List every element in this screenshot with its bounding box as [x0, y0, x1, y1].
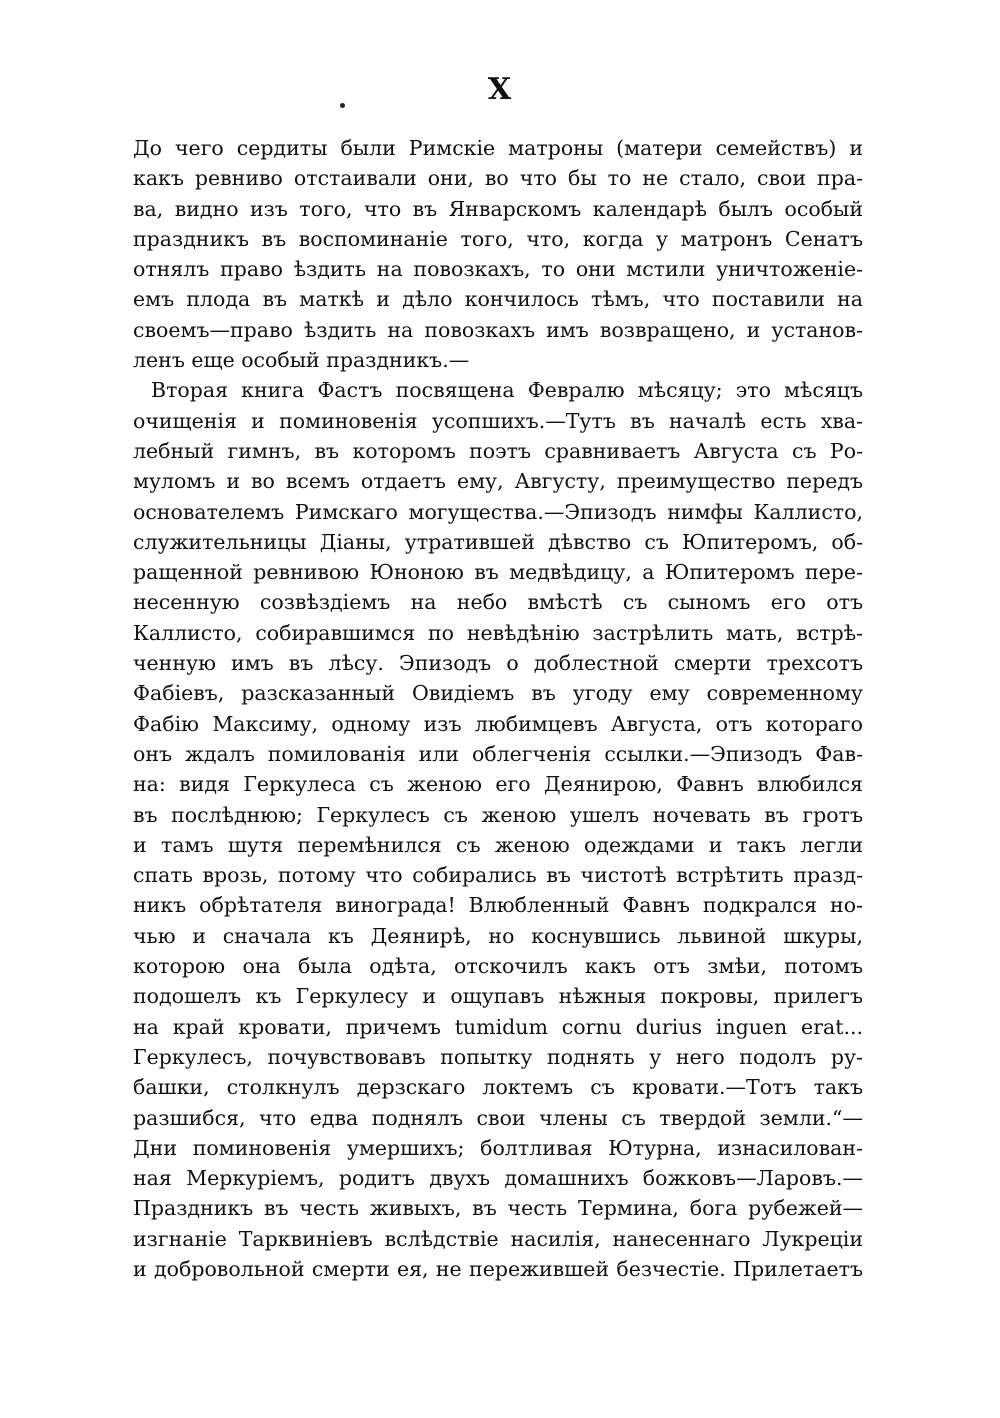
text-line: и добровольной смерти ея, не пережившей безчестіе. Прилетаетъ: [133, 1256, 863, 1281]
text-line: праздникъ въ воспоминаніе того, что, когда у матронъ Сенатъ: [133, 226, 863, 251]
ink-speck: [340, 103, 345, 108]
text-line: какъ ревниво отстаивали они, во что бы то не стало, свои пра-: [133, 166, 863, 191]
text-line: несенную созвѣздіемъ на небо вмѣстѣ съ сыномъ его отъ: [133, 590, 863, 615]
text-line: очищенія и поминовенія усопшихъ.—Тутъ въ началѣ есть хва-: [133, 408, 863, 433]
text-line: подошелъ къ Геркулесу и ощупавъ нѣжныя покровы, прилегъ: [133, 984, 863, 1009]
text-line: на край кровати, причемъ tumidum cornu durius inguen erat...: [133, 1014, 863, 1039]
text-line: емъ плода въ маткѣ и дѣло кончилось тѣмъ, что поставили на: [133, 287, 863, 312]
text-line: Дни поминовенія умершихъ; болтливая Ютурна, изнасилован-: [133, 1135, 863, 1160]
text-line: спать врозь, потому что собирались въ чистотѣ встрѣтить празд-: [133, 863, 863, 888]
text-line: ченную имъ въ лѣсу. Эпизодъ о доблестной смерти трехсотъ: [133, 651, 863, 676]
page-number: X: [487, 72, 513, 107]
text-line: башки, столкнулъ дерзскаго локтемъ съ кровати.—Тотъ такъ: [133, 1075, 863, 1100]
text-line: ращенной ревнивою Юноною въ медвѣдицу, а Юпитеромъ пере-: [133, 560, 863, 585]
text-line: ленъ еще особый праздникъ.—: [133, 348, 470, 373]
text-line: Фабію Максиму, одному изъ любимцевъ Августа, отъ котораго: [133, 711, 863, 736]
paragraph-start-line: Вторая книга Фастъ посвящена Февралю мѣсяцу; это мѣсяцъ: [151, 378, 863, 403]
text-line: чью и сначала къ Деянирѣ, но коснувшись львиной шкуры,: [133, 923, 863, 948]
text-line: муломъ и во всемъ отдаетъ ему, Августу, преимущество передъ: [133, 469, 863, 494]
text-line: которою она была одѣта, отскочилъ какъ отъ змѣи, потомъ: [133, 954, 863, 979]
text-line: въ послѣднюю; Геркулесъ съ женою ушелъ ночевать въ гротъ: [133, 802, 863, 827]
text-line: на: видя Геркулеса съ женою его Деянирою, Фавнъ влюбился: [133, 772, 863, 797]
text-line: основателемъ Римскаго могущества.—Эпизодъ нимфы Каллисто,: [133, 499, 863, 524]
text-line: онъ ждалъ помилованія или облегченія ссылки.—Эпизодъ Фав-: [133, 741, 863, 766]
text-line: разшибся, что едва поднялъ свои члены съ твердой земли.“—: [133, 1105, 863, 1130]
text-line: служительницы Діаны, утратившей дѣвство съ Юпитеромъ, об-: [133, 529, 863, 554]
text-line: Фабіевъ, разсказанный Овидіемъ въ угоду ему современному: [133, 681, 863, 706]
text-line: ная Меркуріемъ, родитъ двухъ домашнихъ божковъ—Ларовъ.—: [133, 1166, 863, 1191]
text-line: Каллисто, собиравшимся по невѣдѣнію застрѣлить мать, встрѣ-: [133, 620, 863, 645]
text-line: никъ обрѣтателя винограда! Влюбленный Фавнъ подкрался но-: [133, 893, 863, 918]
text-line: Праздникъ въ честь живыхъ, въ честь Термина, бога рубежей—: [133, 1196, 863, 1221]
text-line: изгнаніе Тарквиніевъ вслѣдствіе насилія, нанесеннаго Лукреціи: [133, 1226, 863, 1251]
text-line: До чего сердиты были Римскіе матроны (матери семействъ) и: [133, 136, 863, 160]
text-line: своемъ—право ѣздить на повозкахъ имъ возвращено, и установ-: [133, 317, 863, 342]
text-line: отнялъ право ѣздить на повозкахъ, то они мстили уничтоженіе-: [133, 257, 863, 282]
text-line: и тамъ шутя перемѣнился съ женою одеждами и такъ легли: [133, 832, 863, 857]
text-line: лебный гимнъ, въ которомъ поэтъ сравниваетъ Августа съ Ро-: [133, 438, 863, 463]
body-text: [133, 133, 863, 1284]
text-line: ва, видно изъ того, что въ Январскомъ календарѣ былъ особый: [133, 196, 863, 221]
text-line: Геркулесъ, почувствовавъ попытку поднять у него подолъ ру-: [133, 1044, 863, 1069]
